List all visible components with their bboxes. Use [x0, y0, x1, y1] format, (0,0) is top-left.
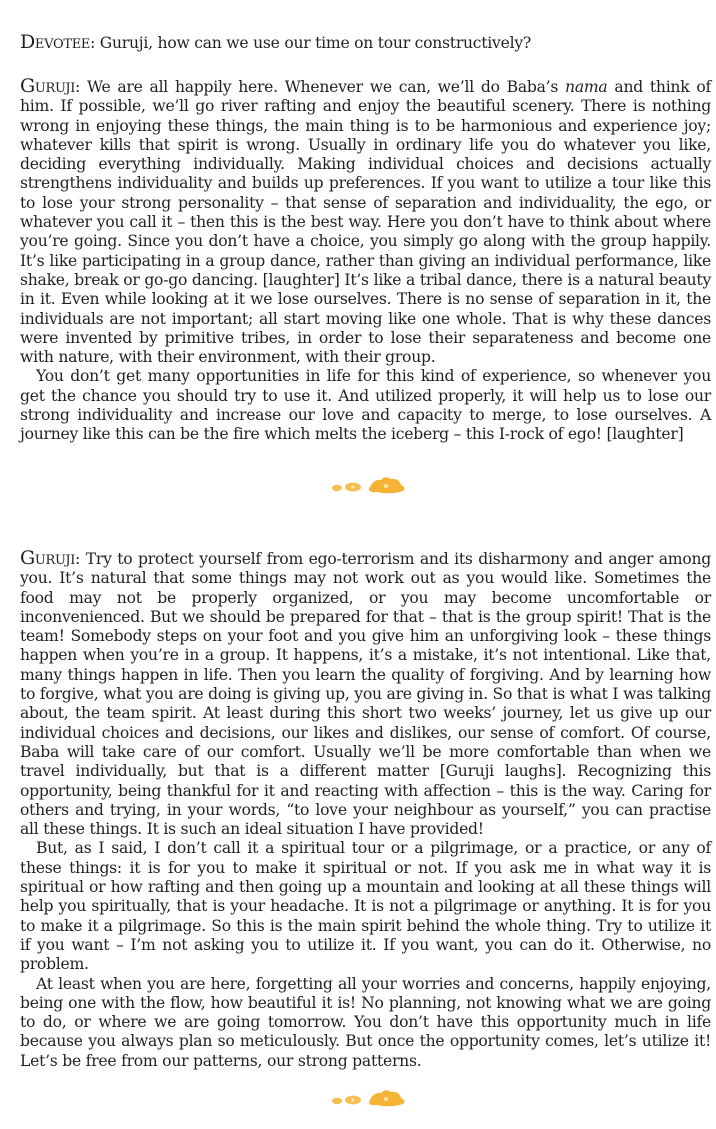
answer-text: : Try to protect yourself from ego-terrorism and its disharmony and anger among you. It’s natural that some things may not work out as you would like. Sometimes the food may not be properly organized, or you may become uncomfortable or inconvenienced. But we should be prepared for that – that is the group spirit! That is the team! Somebody steps on your foot and you give him an unforgiving look – these things happen when you’re in a group. It happens, it’s a mistake, it’s not intentional. Like that, many things happen in life. Then you learn the quality of forgiving. And by learning how to forgive, what you are doing is giving up, you are giving in. So that is what I was talking about, the team spirit. At least during this short two weeks’ journey, let us give up our individual choices and decisions, our likes and dislikes, our sense of comfort. Of course, Baba will take care of our comfort. Usually we’ll be more comfortable than when we travel individually, but that is a different matter [Guruji laughs]. Recognizing this opportunity, being thankful for it and reacting with affection – this is the way. Caring for others and trying, in your words, “to love your neighbour as yourself,” you can practise all these things. It is such an ideal situation I have provided! [20, 550, 711, 839]
devotee-question [20, 33, 531, 53]
answer-paragraph [20, 77, 711, 367]
guruji-answer-2 [20, 549, 711, 1071]
answer-paragraph: You don’t get many opportunities in life for this kind of experience, so whenever you get the chance you should try to use it. And utilized properly, it will help us to lose our strong individuality and increase our love and capacity to merge, to lose ourselves. A journey like this can be the fire which melts the iceberg – this I-rock of ego! [laughter] [20, 367, 711, 444]
answer-text: : We are all happily here. Whenever we can, we’ll do Baba’s [75, 78, 566, 96]
speaker-label: Devotee [20, 31, 91, 53]
flower-ornament-icon [329, 1087, 409, 1109]
speaker-label: Guruji [20, 547, 76, 569]
flower-ornament-icon [329, 474, 409, 496]
question-text: : Guruji, how can we use our time on tour constructively? [90, 34, 531, 52]
italic-term: nama [565, 78, 608, 96]
answer-paragraph: But, as I said, I don’t call it a spiritual tour or a pilgrimage, or a practice, or any of these things: it is for you to make it spiritual or not. If you ask me in what way it is spiritual or how rafting and then going up a mountain and looking at all these things will help you spiritually, that is your headache. It is not a pilgrimage or anything. It is for you to make it a pilgrimage. So this is the main spirit behind the whole thing. Try to utilize it if you want – I’m not asking you to utilize it. If you want, you can do it. Otherwise, no problem. [20, 839, 711, 974]
guruji-answer-1 [20, 77, 711, 445]
answer-paragraph: At least when you are here, forgetting all your worries and concerns, happily enjoying, being one with the flow, how beautiful it is! No planning, not knowing what we are going to do, or where we are going tomorrow. You don’t have this opportunity much in life because you always plan so meticulously. But once the opportunity comes, let’s utilize it! Let’s be free from our patterns, our strong patterns. [20, 974, 711, 1070]
answer-paragraph [20, 549, 711, 839]
answer-text: and think of him. If possible, we’ll go river rafting and enjoy the beautiful scenery. There is nothing wrong in enjoying these things, the main thing is to be harmonious and experience joy; whatever kills that spirit is wrong. Usually in ordinary life you do whatever you like, deciding everything individually. Making individual choices and decisions actually strengthens individuality and builds up preferences. If you want to utilize a tour like this to lose your strong personality – that sense of separation and individuality, the ego, or whatever you call it – then this is the best way. Here you don’t have to think about where you’re going. Since you don’t have a choice, you simply go along with the group happily. It’s like participating in a group dance, rather than giving an individual performance, like shake, break or go-go dancing. [laughter] It’s like a tribal dance, there is a natural beauty in it. Even while looking at it we lose ourselves. There is no sense of separation in it, the individuals are not important; all start moving like one whole. That is why these dances were invented by primitive tribes, in order to lose their separateness and become one with nature, with their environment, with their group. [20, 78, 711, 367]
speaker-label: Guruji [20, 75, 76, 97]
